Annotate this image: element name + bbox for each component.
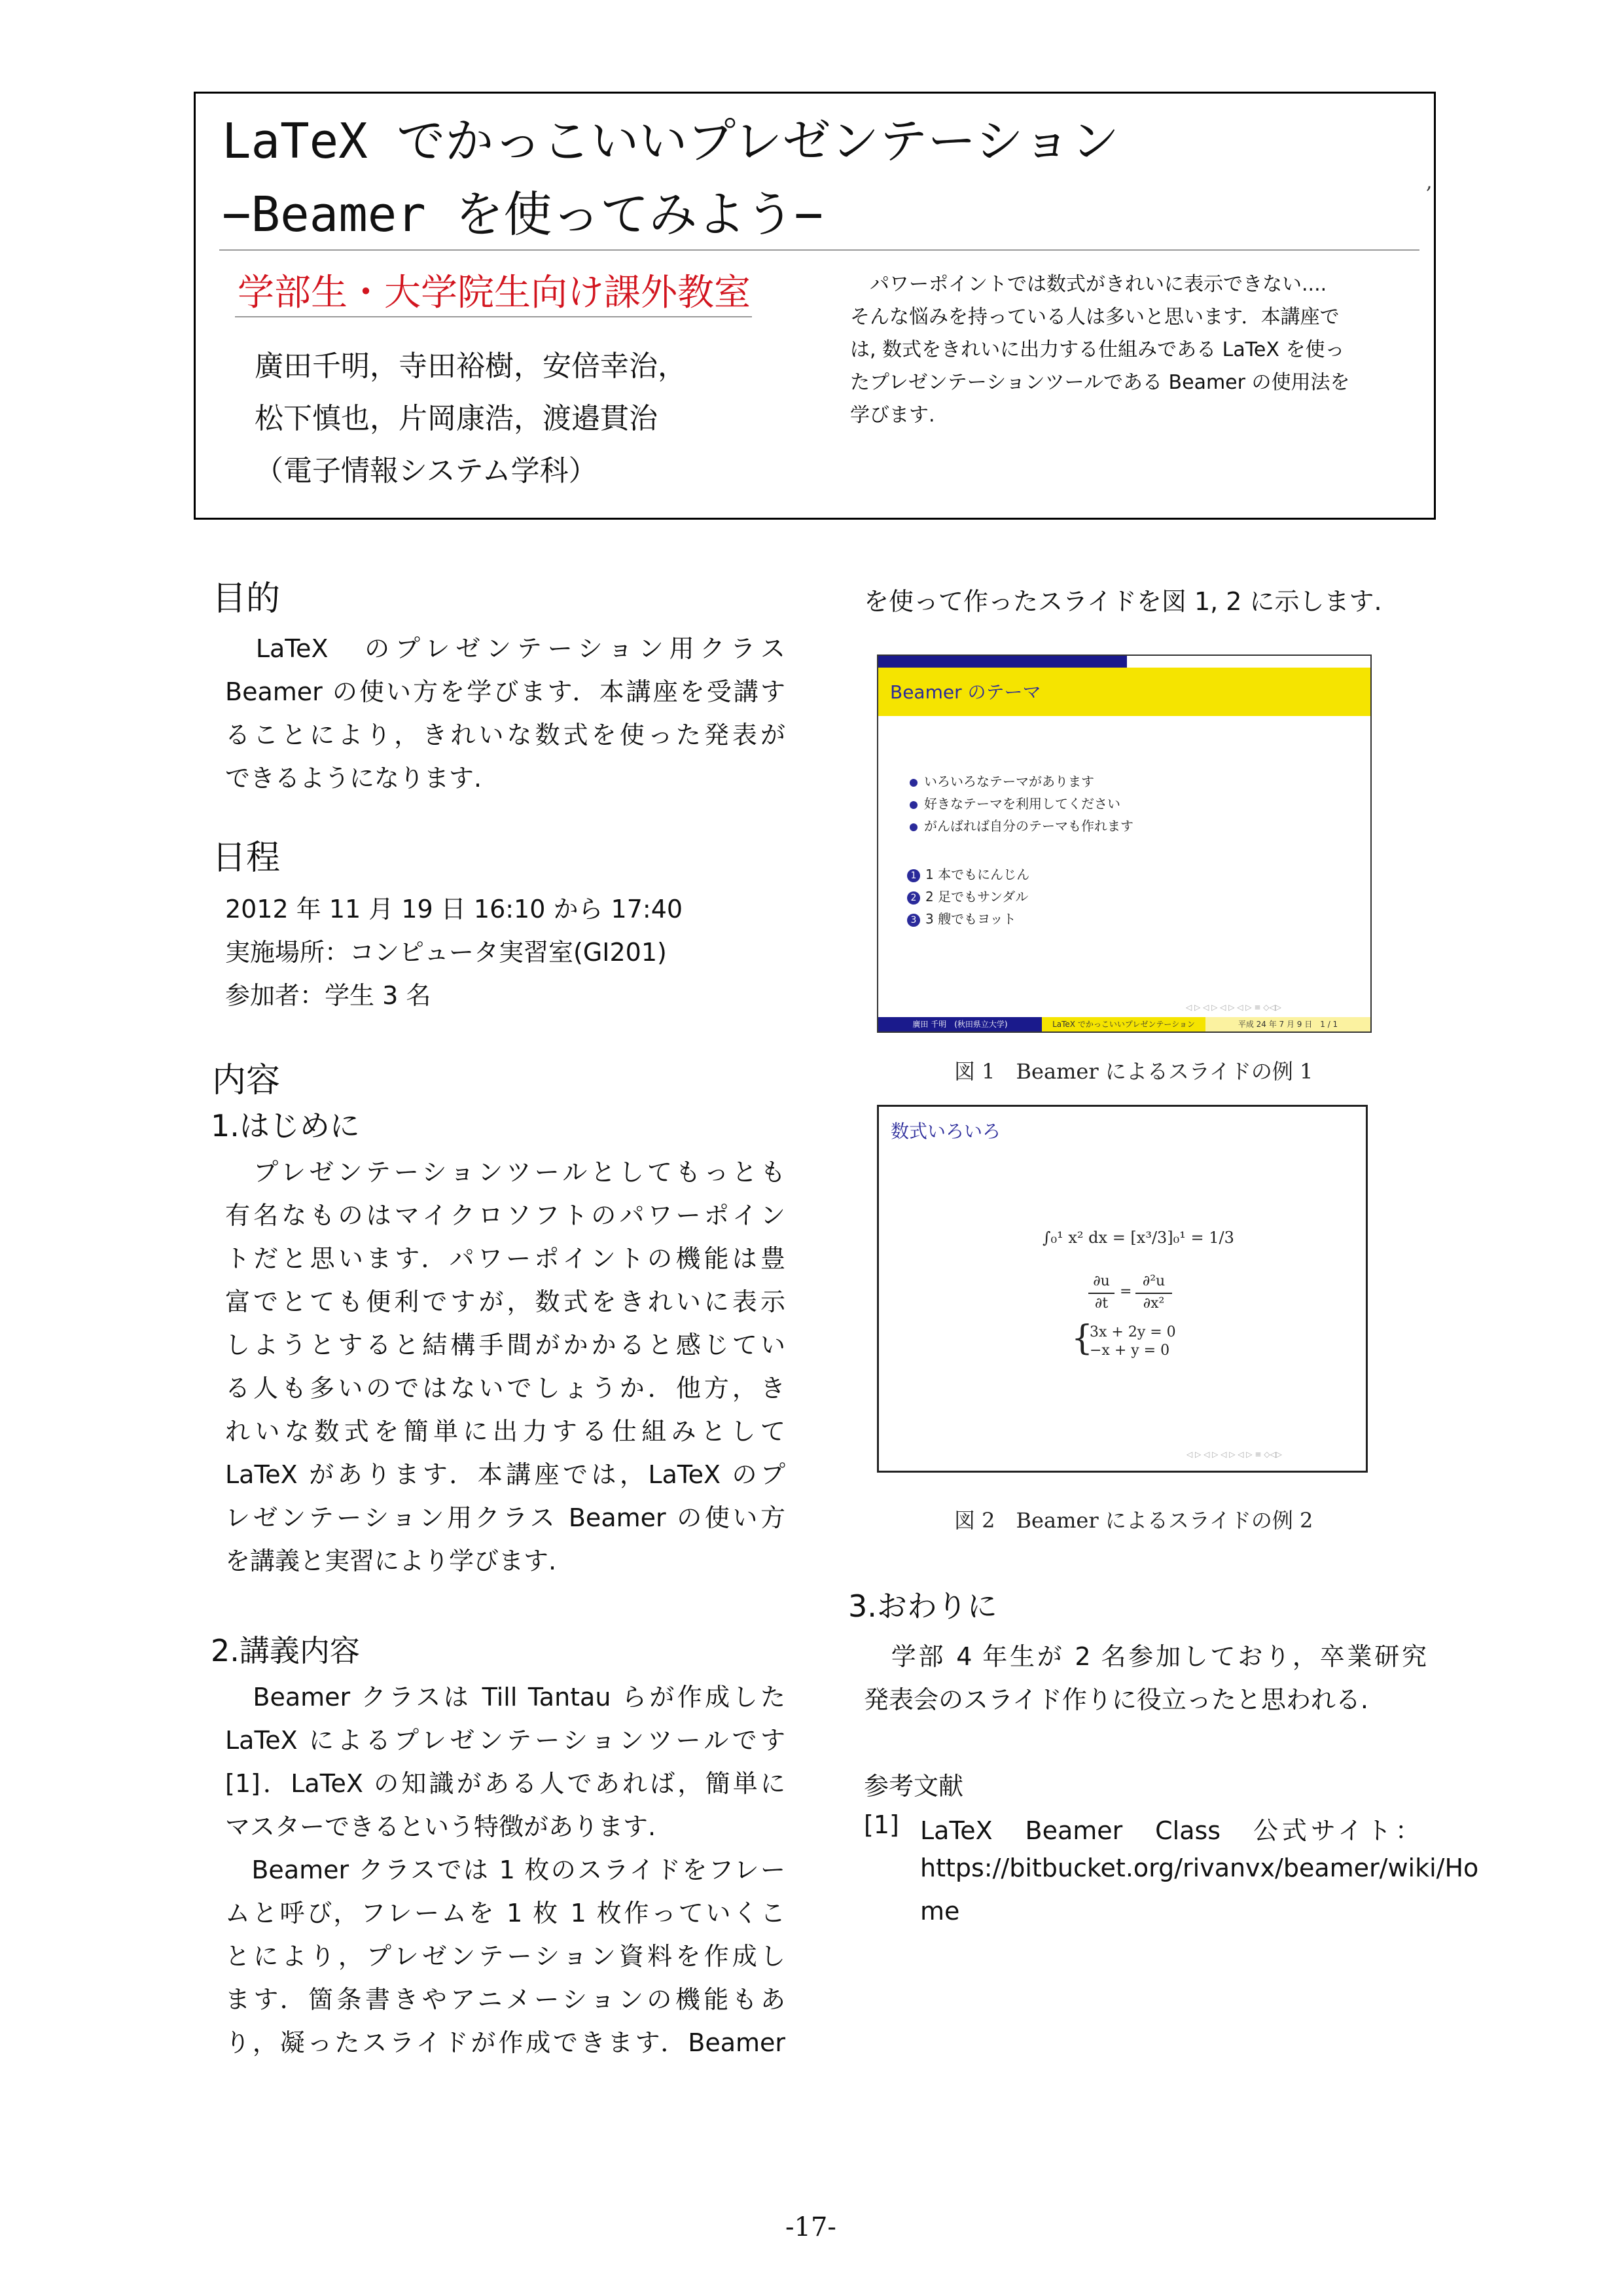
- paragraph-line: レゼンテーション用クラス Beamer の使い方: [225, 1503, 785, 1532]
- slide-navigation-symbols: ◁ ▷ ◁ ▷ ◁ ▷ ◁ ▷ ≡ ◇◁▷: [1186, 1450, 1282, 1459]
- math-fraction-bar: [1135, 1293, 1172, 1294]
- math-system-line: −x + y = 0: [1090, 1342, 1170, 1359]
- paragraph-line: [1]．LaTeX の知識がある人であれば，簡単に: [225, 1769, 785, 1798]
- abstract-line: そんな悩みを持っている人は多いと思います．本講座で: [850, 306, 1340, 329]
- reference-label: [1]: [864, 1810, 899, 1839]
- paragraph-line: れいな数式を簡単に出力する仕組みとして: [225, 1417, 785, 1446]
- abstract-line: 学びます.: [850, 404, 935, 427]
- paragraph-line: マスターできるという特徴があります.: [225, 1812, 656, 1841]
- slide-numbered-item: [907, 864, 1029, 883]
- slide-title: 数式いろいろ: [891, 1121, 1001, 1142]
- slide-footer-title: LaTeX でかっこいいプレゼンテーション: [1042, 1017, 1205, 1031]
- header-box: [194, 92, 1436, 520]
- reference-line: me: [920, 1897, 960, 1926]
- slide-numbered-item: [907, 908, 1016, 927]
- references-heading: 参考文献: [864, 1772, 964, 1801]
- paragraph-line: 富でとても便利ですが，数式をきれいに表示: [225, 1287, 785, 1316]
- math-fraction-numerator: ∂u: [1093, 1273, 1110, 1289]
- subsection-heading-closing: 3.おわりに: [848, 1588, 997, 1624]
- math-fraction-denominator: ∂x²: [1143, 1295, 1165, 1312]
- affiliation: （電子情報システム学科）: [255, 454, 597, 488]
- paragraph-line: 有名なものはマイクロソフトのパワーポイン: [225, 1201, 785, 1230]
- title-line-1: LaTeX でかっこいいプレゼンテーション: [222, 113, 1120, 170]
- paragraph-line: Beamer の使い方を学びます．本講座を受講す: [225, 677, 785, 706]
- paragraph-line: ムと呼び，フレームを 1 枚 1 枚作っていくこ: [225, 1899, 785, 1928]
- slide-top-bar: [878, 656, 1127, 668]
- figure-2-slide: [877, 1105, 1368, 1473]
- abstract-line: は, 数式をきれいに出力する仕組みである LaTeX を使っ: [850, 338, 1345, 361]
- slide-bullet-item: [910, 816, 1133, 834]
- schedule-date: 2012 年 11 月 19 日 16:10 から 17:40: [225, 895, 683, 924]
- subsection-heading-lecture: 2.講義内容: [211, 1633, 360, 1668]
- paragraph-line: プレゼンテーションツールとしてもっとも: [225, 1158, 785, 1187]
- title-divider: [219, 249, 1419, 251]
- math-integral: ∫₀¹ x² dx = [x³/3]₀¹ = 1/3: [1043, 1229, 1234, 1247]
- math-system-line: 3x + 2y = 0: [1090, 1324, 1176, 1340]
- slide-numbered-text: 2 足でもサンダル: [925, 889, 1029, 905]
- slide-numbered-text: 3 艘でもヨット: [925, 911, 1016, 927]
- stray-mark: ,: [1426, 171, 1433, 194]
- figure-2-caption: 図 2 Beamer によるスライドの例 2: [954, 1508, 1313, 1533]
- author-line: 廣田千明，寺田裕樹，安倍幸治，: [255, 350, 687, 383]
- title-line-2: −Beamer を使ってみよう−: [222, 187, 823, 243]
- figure-1-slide: [877, 655, 1372, 1033]
- paragraph-line: Beamer クラスは Till Tantau らが作成した: [225, 1683, 785, 1712]
- slide-bullet-text: いろいろなテーマがあります: [924, 774, 1094, 789]
- slide-bullet-item: [910, 771, 1094, 790]
- subsection-heading-intro: 1.はじめに: [211, 1108, 360, 1143]
- paragraph-line: できるようになります.: [225, 764, 482, 793]
- slide-bullet-item: [910, 793, 1120, 812]
- number-ball-icon: 2: [907, 891, 920, 905]
- bullet-icon: [910, 823, 918, 831]
- abstract-line: たプレゼンテーションツールである Beamer の使用法を: [850, 371, 1350, 394]
- paragraph-line: 発表会のスライド作りに役立ったと思われる.: [864, 1685, 1368, 1714]
- number-ball-icon: 1: [907, 869, 920, 882]
- paragraph-line: ることにより，きれいな数式を使った発表が: [225, 721, 785, 749]
- math-fraction-bar: [1088, 1293, 1115, 1294]
- math-fraction-denominator: ∂t: [1094, 1295, 1109, 1312]
- slide-bullet-text: 好きなテーマを利用してください: [924, 796, 1120, 812]
- paragraph-line: とにより，プレゼンテーション資料を作成し: [225, 1942, 785, 1971]
- paragraph-line: る人も多いのではないでしょうか．他方，き: [225, 1374, 785, 1403]
- paragraph-line: ます．箇条書きやアニメーションの機能もあ: [225, 1985, 785, 2014]
- slide-numbered-item: [907, 886, 1028, 905]
- slide-title: Beamer のテーマ: [890, 681, 1041, 703]
- math-equals: =: [1120, 1283, 1132, 1300]
- paragraph-line: Beamer クラスでは 1 枚のスライドをフレー: [225, 1856, 785, 1884]
- author-line: 松下慎也，片岡康浩，渡邉貫治: [255, 402, 658, 435]
- subtitle-divider: [235, 316, 752, 317]
- slide-footer: [878, 1017, 1370, 1031]
- section-heading-purpose: 目的: [212, 579, 281, 619]
- abstract-line: パワーポイントでは数式がきれいに表示できない....: [850, 273, 1327, 296]
- reference-url: https://bitbucket.org/rivanvx/beamer/wiki/Ho: [920, 1854, 1479, 1882]
- reference-line: LaTeX Beamer Class 公式サイト：: [920, 1816, 1420, 1845]
- slide-footer-author: 廣田 千明 (秋田県立大学): [878, 1017, 1042, 1031]
- slide-footer-date: 平成 24 年 7 月 9 日 1 / 1: [1205, 1017, 1370, 1031]
- page-number: -17-: [785, 2212, 836, 2242]
- slide-bullet-text: がんばれば自分のテーマも作れます: [924, 818, 1133, 834]
- paragraph-line: LaTeX のプレゼンテーション用クラス: [225, 634, 785, 663]
- paragraph-line: トだと思います．パワーポイントの機能は豊: [225, 1244, 785, 1273]
- number-ball-icon: 3: [907, 914, 920, 927]
- section-heading-content: 内容: [212, 1061, 281, 1100]
- figure-1-caption: 図 1 Beamer によるスライドの例 1: [954, 1059, 1313, 1084]
- schedule-place: 実施場所：コンピュータ実習室(GI201): [225, 938, 667, 967]
- slide-navigation-symbols: ◁ ▷ ◁ ▷ ◁ ▷ ◁ ▷ ≡ ◇◁▷: [1186, 1003, 1281, 1012]
- paragraph-line: 学部 4 年生が 2 名参加しており，卒業研究: [864, 1642, 1427, 1671]
- math-fraction-numerator: ∂²u: [1142, 1273, 1166, 1289]
- paragraph-line: を講義と実習により学びます.: [225, 1547, 557, 1575]
- paragraph-continuation: を使って作ったスライドを図 1, 2 に示します.: [864, 587, 1382, 616]
- paragraph-line: しようとすると結構手間がかかると感じてい: [225, 1331, 785, 1359]
- subtitle: 学部生・大学院生向け課外教室: [238, 272, 751, 314]
- bullet-icon: [910, 779, 918, 787]
- math-brace: {: [1071, 1319, 1094, 1358]
- bullet-icon: [910, 801, 918, 809]
- section-heading-schedule: 日程: [212, 838, 281, 878]
- paragraph-line: り，凝ったスライドが作成できます．Beamer: [225, 2028, 785, 2057]
- schedule-participants: 参加者：学生 3 名: [225, 981, 431, 1010]
- slide-numbered-text: 1 本でもにんじん: [925, 867, 1030, 882]
- paragraph-line: LaTeX があります．本講座では，LaTeX のプ: [225, 1460, 785, 1489]
- paragraph-line: LaTeX によるプレゼンテーションツールです: [225, 1726, 785, 1755]
